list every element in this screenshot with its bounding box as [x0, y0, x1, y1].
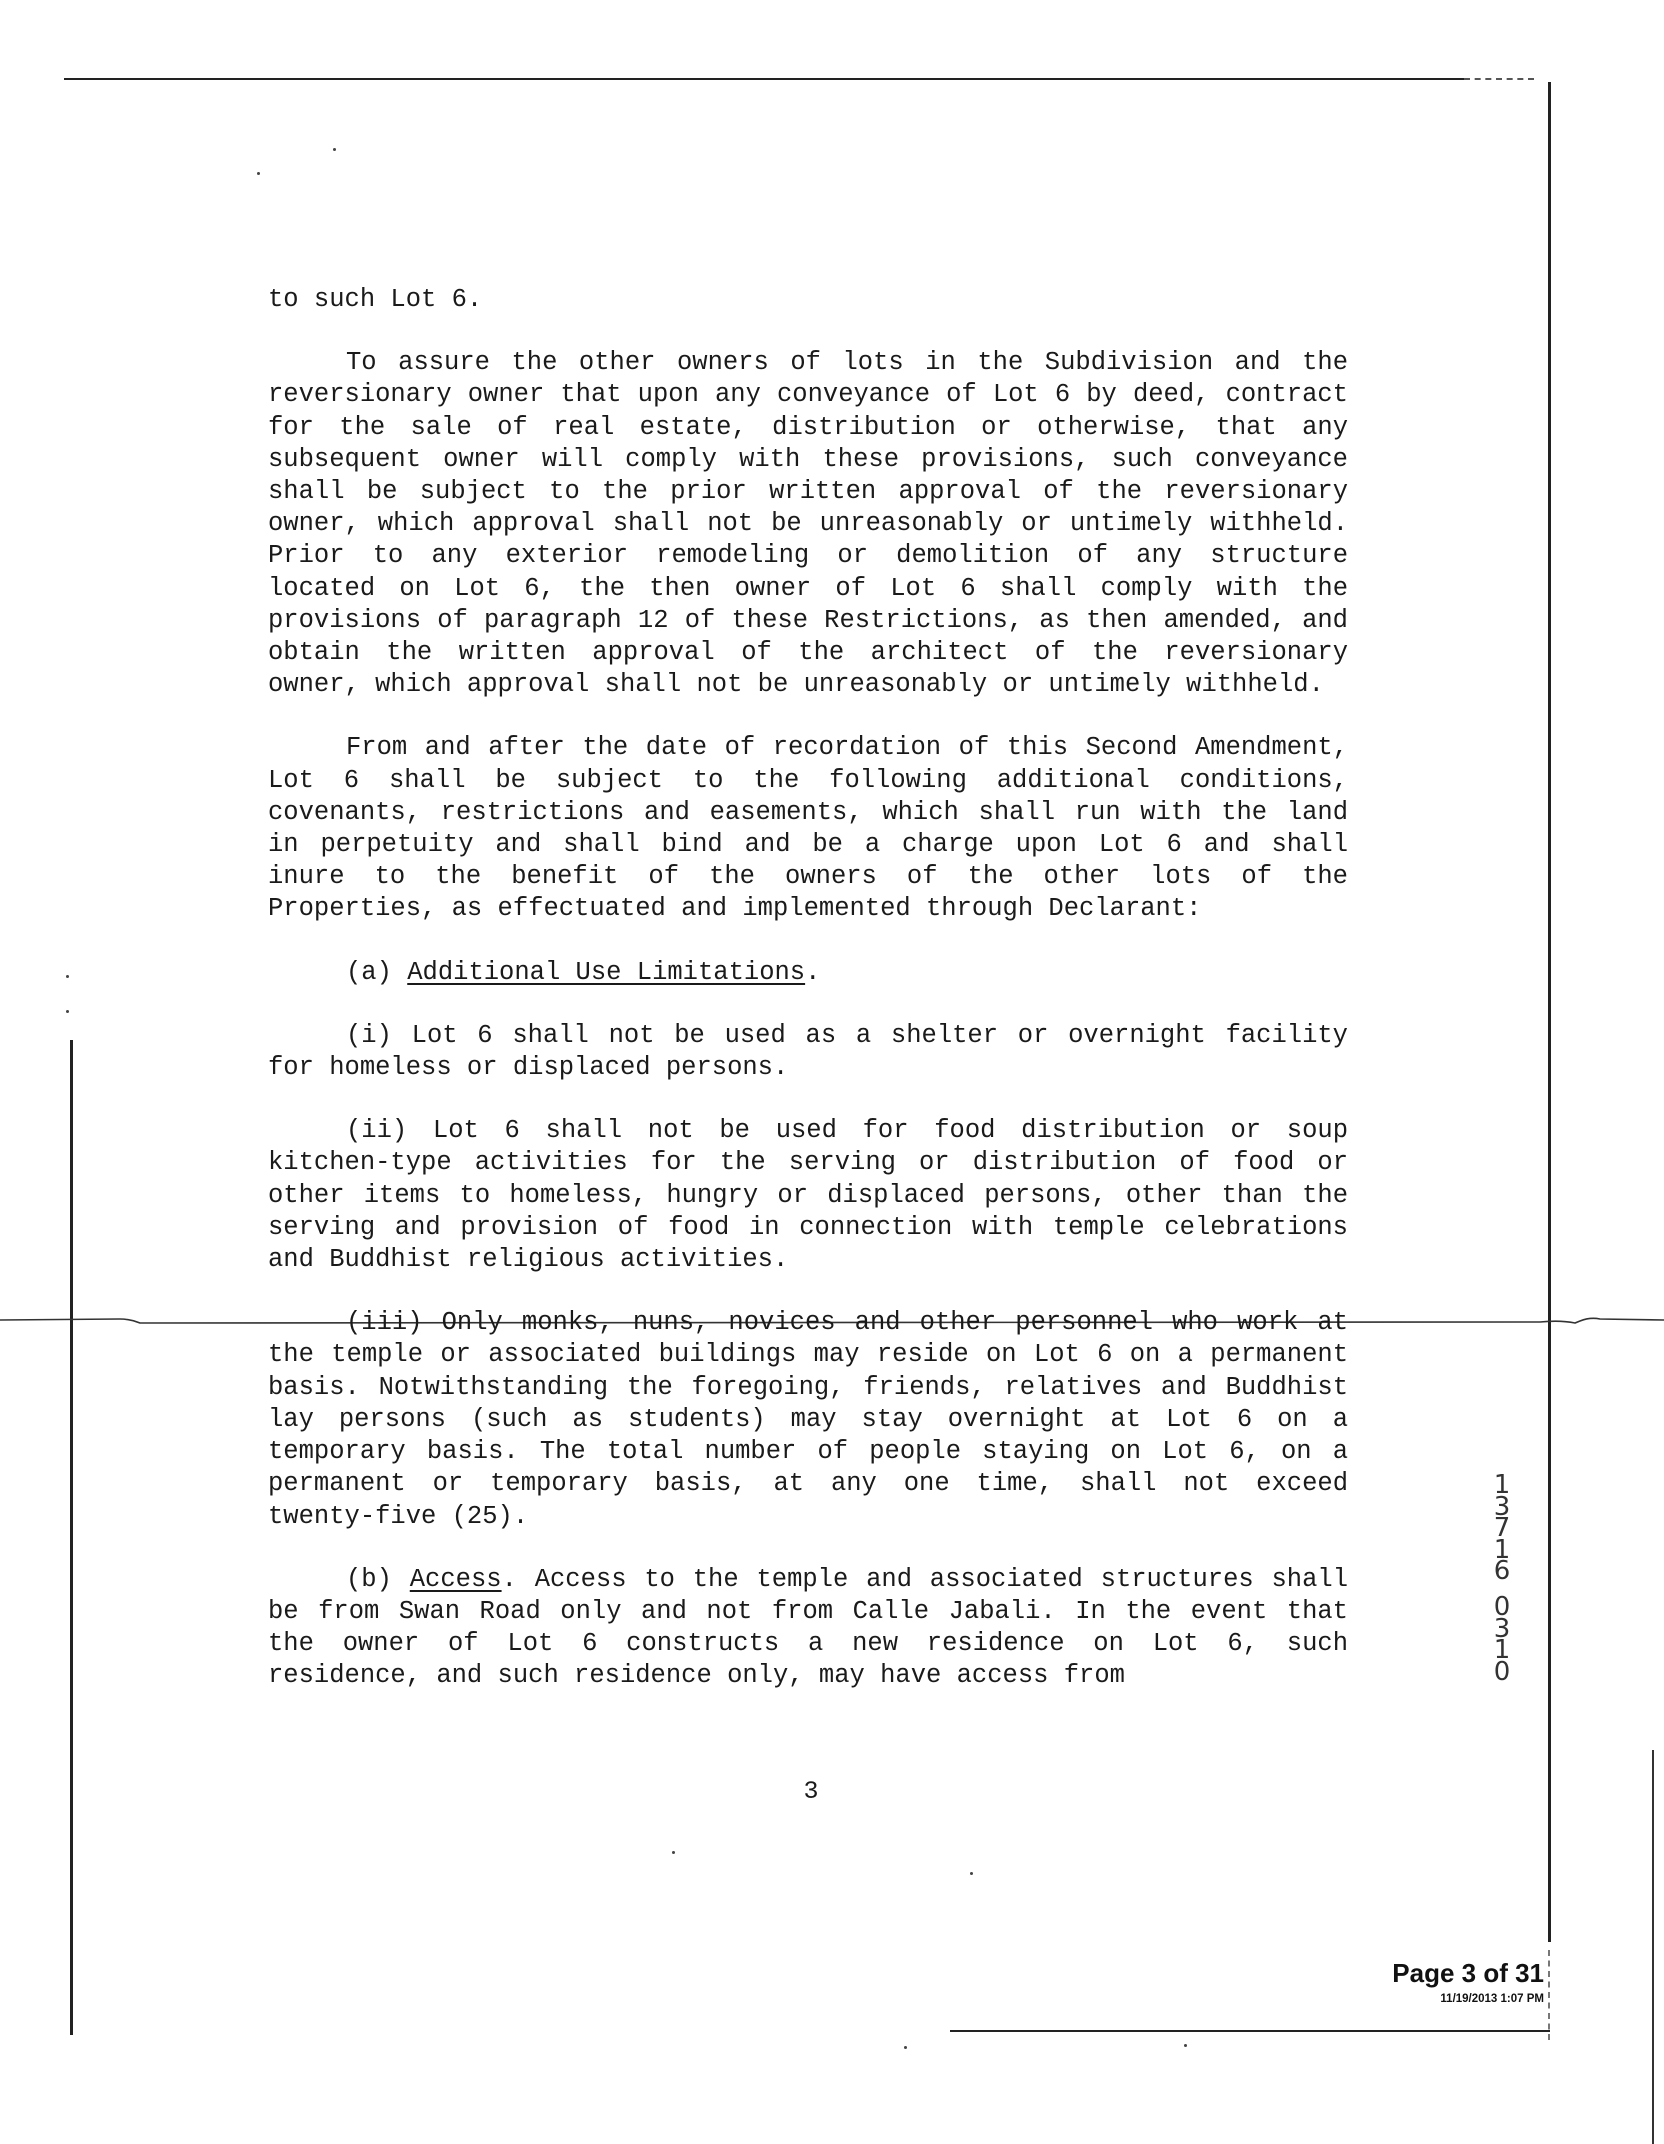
recording-digit: 0 [1493, 1591, 1511, 1622]
footer-timestamp: 11/19/2013 1:07 PM [1440, 1993, 1544, 2005]
recording-digit: 3 [1493, 1491, 1511, 1522]
scan-speck [1184, 2044, 1187, 2047]
scan-speck [333, 148, 336, 151]
recording-digit: 1 [1493, 1470, 1511, 1500]
recording-digit: 3 [1493, 1613, 1511, 1644]
scan-top-border-dashed [1464, 78, 1534, 80]
recording-digit: 1 [1493, 1534, 1511, 1565]
item-i: (i) Lot 6 shall not be used as a shelter or overnight facility for homeless or displaced persons. [268, 1020, 1348, 1083]
heading-a-period: . [805, 957, 821, 987]
document-body [268, 284, 1348, 1724]
heading-a-title: Additional Use Limitations [407, 957, 806, 987]
scan-speck [66, 975, 69, 978]
recording-digit: 7 [1493, 1513, 1511, 1544]
paragraph-from-and-after: From and after the date of recordation of this Second Amendment, Lot 6 shall be subject to the following additional conditions, covenants, restrictions and easements, which shall run with the land in perpetuity and shall bind and be a charge upon Lot 6 and shall inure to the benefit of the owners of the other lots of the Properties, as effectuated and implemented through Declarant: [268, 733, 1348, 924]
scan-right-border-dashed [1548, 1950, 1550, 2040]
scan-right-border [1548, 82, 1551, 1942]
item-b-access [268, 1564, 1348, 1693]
recording-number [1489, 1470, 1515, 1687]
scan-bottom-border [950, 2030, 1550, 2032]
scan-speck [672, 1851, 675, 1854]
item-ii-last-line: celebrations and Buddhist religious activities. [268, 1212, 1348, 1275]
scan-left-border [70, 1040, 73, 2035]
heading-a-marker: (a) [346, 957, 392, 987]
scan-right-edge [1652, 1750, 1654, 2144]
page-number: 3 [803, 1777, 819, 1806]
footer-page-label: Page 3 of 31 [1392, 1958, 1544, 1988]
scan-speck [970, 1872, 973, 1875]
opening-fragment: to such Lot 6. [268, 285, 483, 314]
paragraph-assurance: To assure the other owners of lots in the Subdivision and the reversionary owner that upon any conveyance of Lot 6 by deed, contract for the sale of real estate, distribution or otherwise, that any subsequent owner will comply with these provisions, such conveyance shall be subject to the prior written approval of the reversionary owner, which approval shall not be unreasonably or untimely withheld. Prior to any exterior remodeling or demolition of any structure located on Lot 6, the then owner of Lot 6 shall comply with the provisions of paragraph 12 of these Restrictions, as then amended, and obtain the written approval of the architect of the reversionary owner, which approval shall not be unreasonably or untimely withheld. [268, 348, 1348, 700]
item-b-text: . Access to the temple and associated structures shall be from Swan Road only and not from Calle Jabali. In the event that the owner of Lot 6 constructs a new residence on Lot 6, such residence, and such residence only, may have access from [268, 1564, 1348, 1691]
item-b-marker: (b) [346, 1564, 392, 1594]
scan-speck [66, 1010, 69, 1013]
item-ii [268, 1115, 1348, 1276]
scan-top-border [64, 78, 1464, 80]
recording-digit: 0 [1493, 1656, 1511, 1687]
scan-speck [257, 172, 260, 175]
item-iii: (iii) Only monks, nuns, novices and other personnel who work at the temple or associated buildings may reside on Lot 6 on a permanent basis. Notwithstanding the foregoing, friends, relatives and Buddhist lay persons (such as students) may stay overnight at Lot 6 on a temporary basis. The total number of people staying on Lot 6, on a permanent or temporary basis, at any one time, shall not exceed twenty-five (25). [268, 1308, 1348, 1531]
item-ii-main: (ii) Lot 6 shall not be used for food distribution or soup kitchen-type activities for the serving or distribution of food or other items to homeless, hungry or displaced persons, other than the serving and provision of food in connection with temple [268, 1116, 1348, 1242]
recording-digit: 6 [1493, 1556, 1511, 1587]
heading-additional-use-limitations [268, 957, 1348, 989]
scan-speck [904, 2046, 907, 2049]
item-b-title: Access [409, 1564, 502, 1594]
recording-digit: 1 [1493, 1635, 1511, 1666]
